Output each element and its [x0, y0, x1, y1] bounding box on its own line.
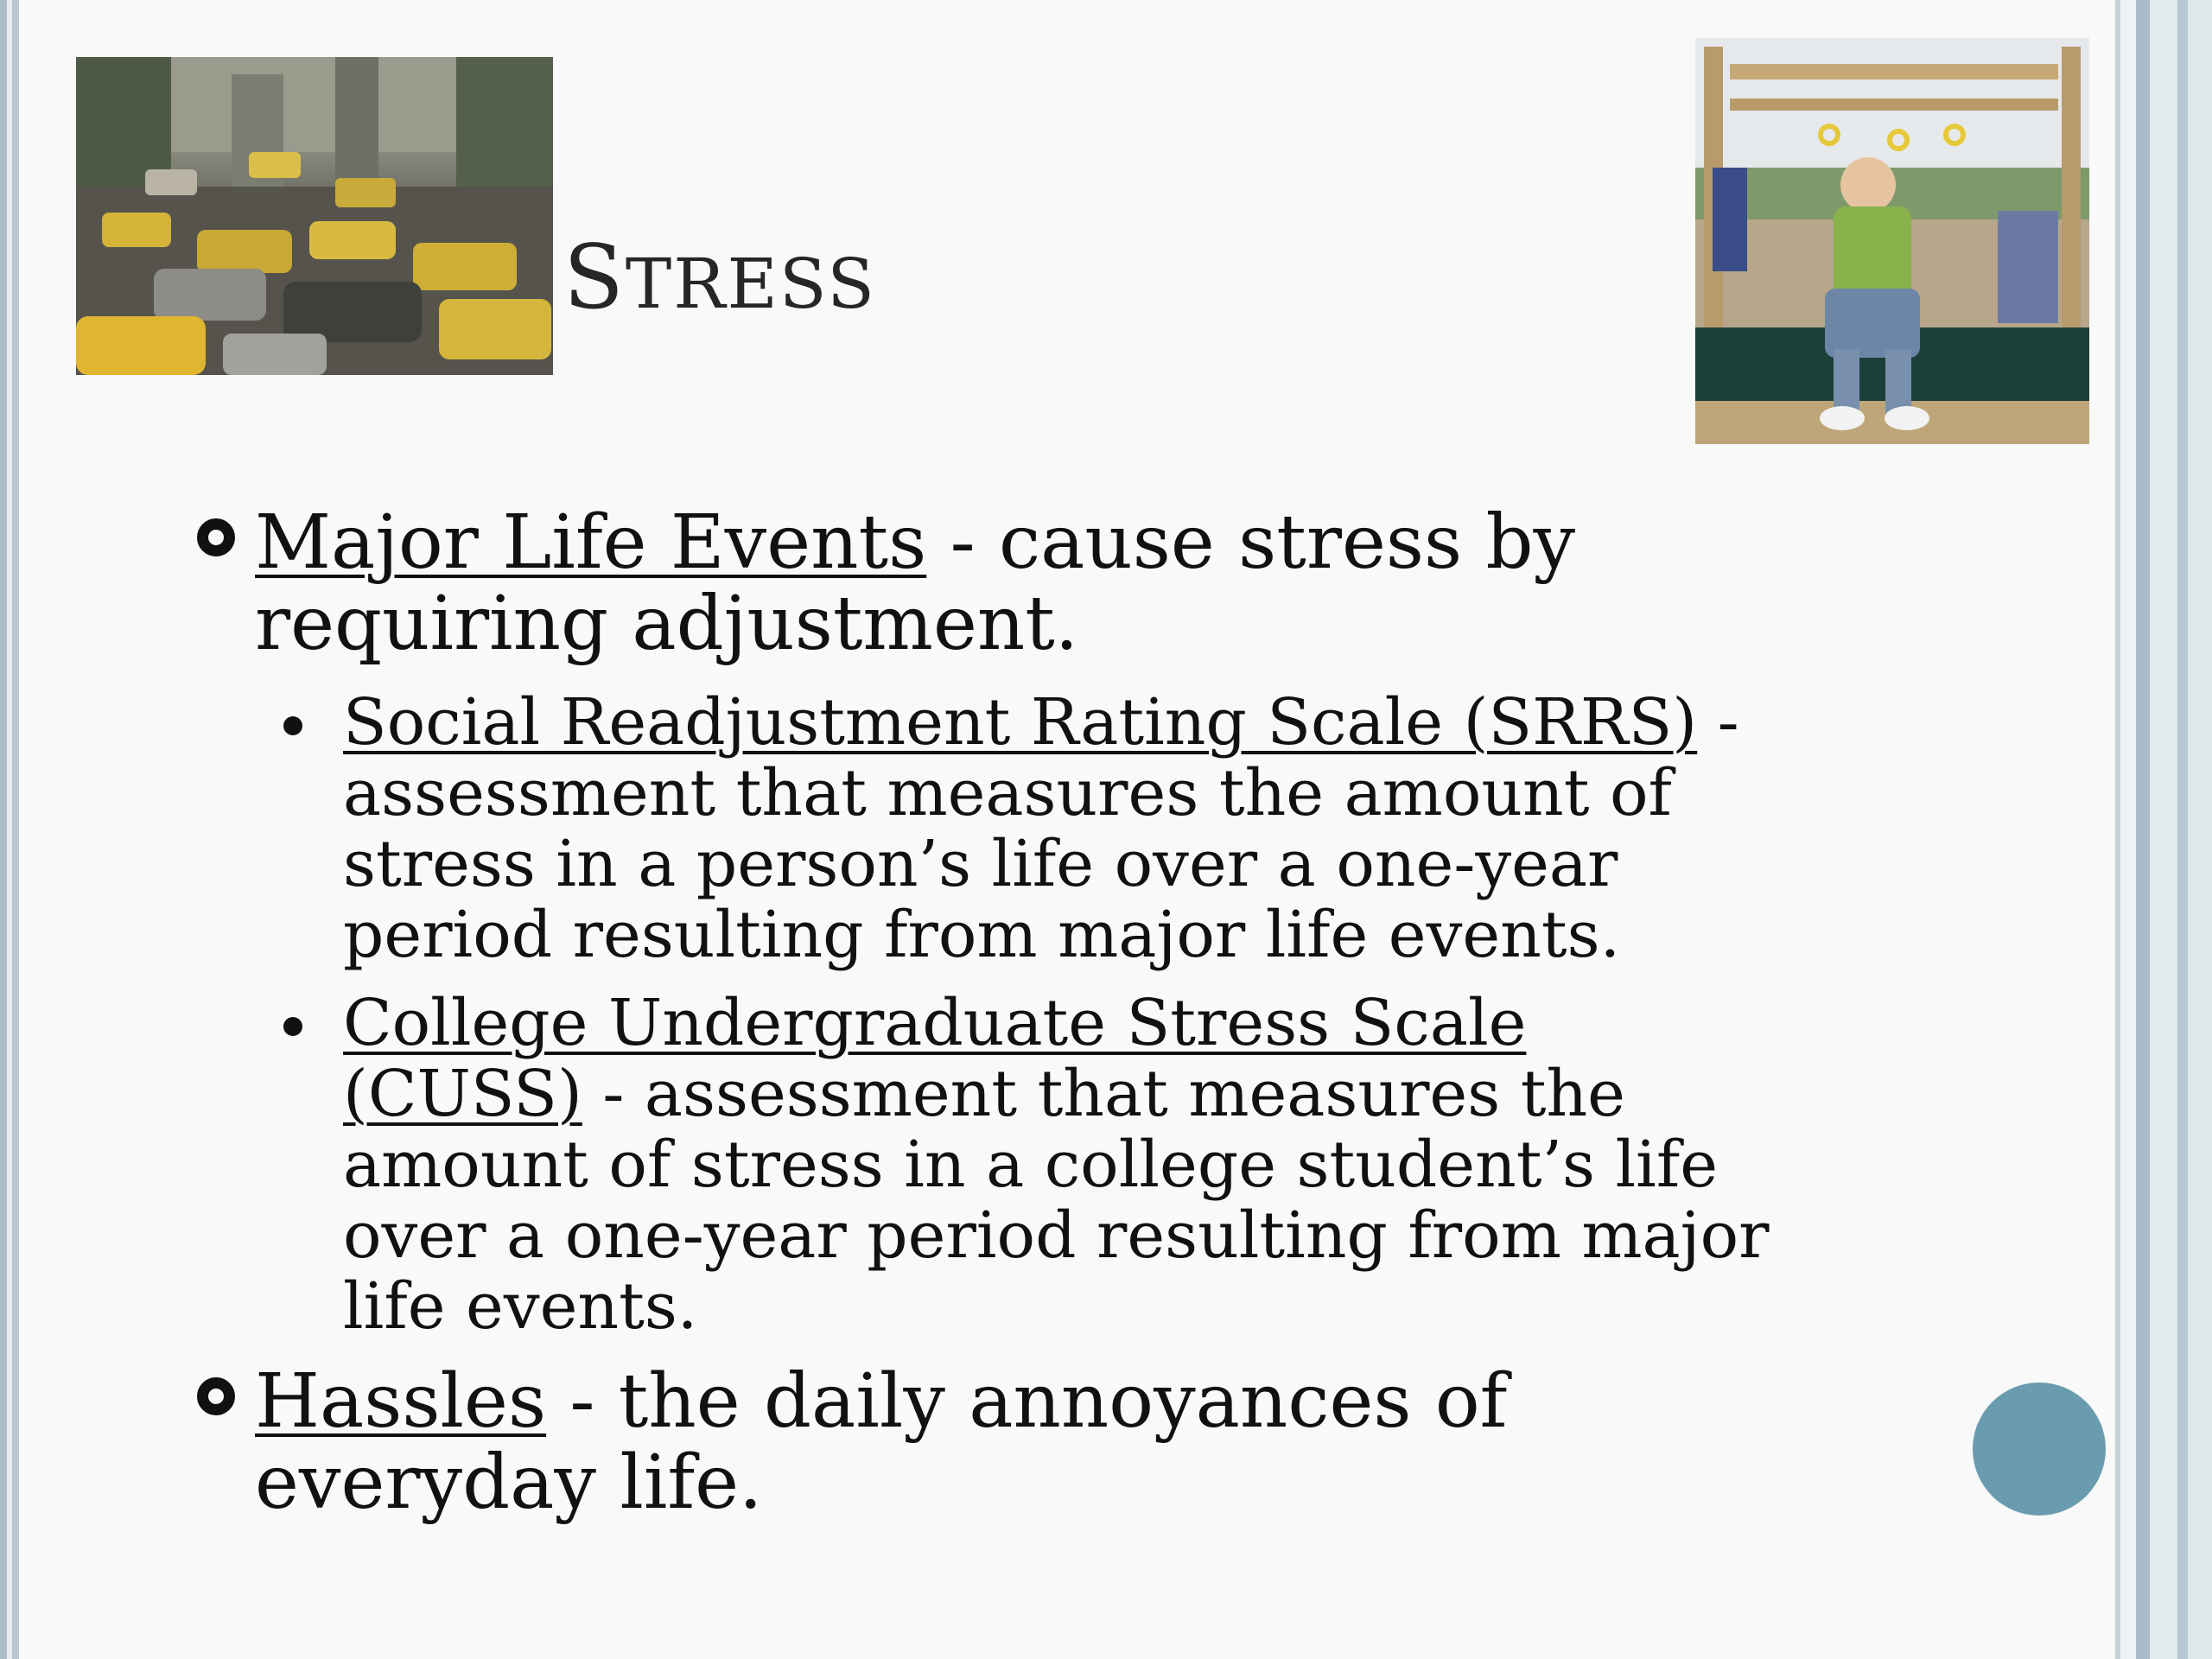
sub-bullet-dot-icon — [283, 1017, 302, 1036]
playground-illustration — [1695, 38, 2089, 444]
bullet-line: everyday life. — [255, 1440, 763, 1526]
bullet-major-life-events — [255, 499, 1897, 667]
term-hassles: Hassles — [255, 1358, 547, 1445]
sub-bullet-cuss — [343, 988, 1855, 1342]
bullet-ring-icon — [197, 518, 235, 556]
sub-bullet-line — [343, 1058, 1855, 1129]
sad-boy-playground-photo — [1695, 38, 2089, 444]
bullet-text: - the daily annoyances of — [546, 1358, 1508, 1445]
title-initial: S — [563, 226, 626, 329]
traffic-jam-photo — [76, 57, 553, 375]
sub-bullet-line: over a one-year period resulting from major — [343, 1198, 1770, 1273]
bullet-line: requiring adjustment. — [255, 581, 1079, 667]
bullet-line — [255, 499, 1897, 586]
right-border-frame — [2115, 0, 2212, 1659]
traffic-jam-illustration — [76, 57, 553, 375]
sub-bullet-srrs — [343, 687, 1855, 970]
bullet-text: - cause stress by — [926, 499, 1576, 586]
term-srrs: Social Readjustment Rating Scale (SRRS) — [343, 685, 1698, 760]
sub-bullet-line: period resulting from major life events. — [343, 898, 1621, 972]
sub-bullet-line — [343, 687, 1855, 758]
bullet-hassles — [255, 1358, 1897, 1526]
sub-bullet-line: life events. — [343, 1269, 698, 1344]
term-major-life-events: Major Life Events — [255, 499, 927, 586]
term-cuss-line1: College Undergraduate Stress Scale — [343, 986, 1527, 1060]
title-rest: TRESS — [625, 244, 877, 324]
sub-bullet-dot-icon — [283, 716, 302, 735]
term-cuss-line2: (CUSS) — [343, 1057, 582, 1131]
sub-bullet-text: - assessment that measures the — [582, 1057, 1625, 1131]
sub-bullet-line: amount of stress in a college student’s life — [343, 1128, 1718, 1202]
sub-bullet-line: stress in a person’s life over a one-year — [343, 827, 1618, 901]
bullet-line — [255, 1358, 1897, 1445]
accent-circle — [1973, 1382, 2106, 1516]
sub-bullet-text: - — [1697, 685, 1739, 760]
sub-bullet-line: assessment that measures the amount of — [343, 756, 1672, 830]
bullet-ring-icon — [197, 1377, 235, 1415]
left-border-frame — [0, 0, 19, 1659]
